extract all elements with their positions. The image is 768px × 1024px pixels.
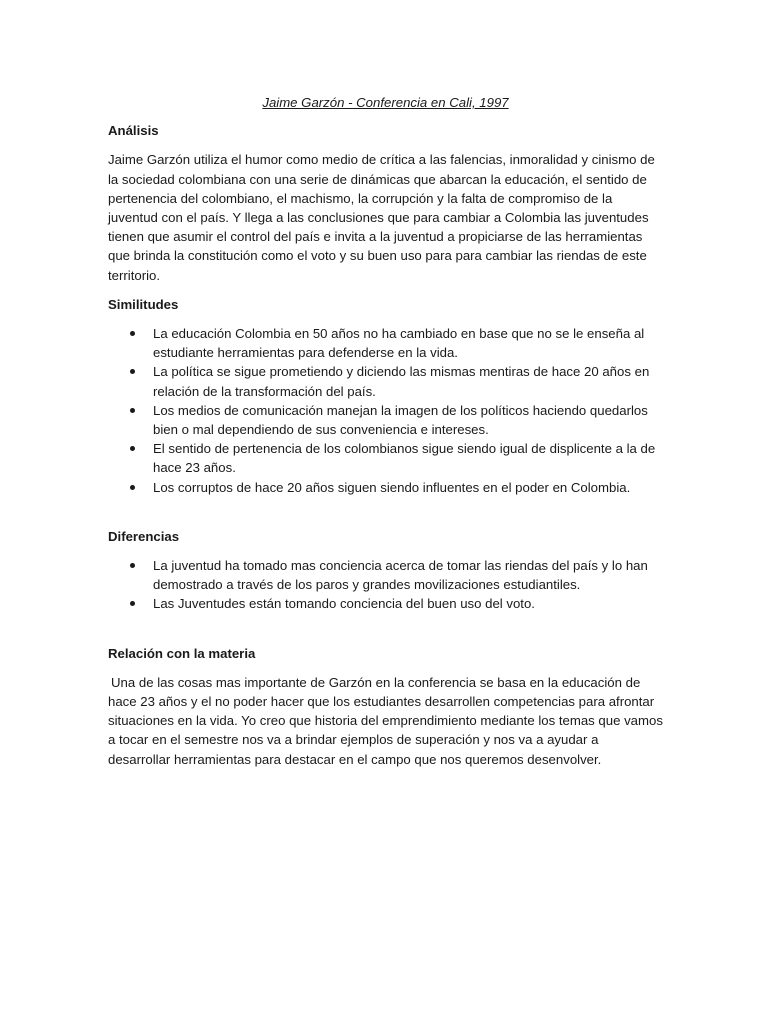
similitudes-heading: Similitudes bbox=[108, 296, 179, 312]
bullet-icon bbox=[130, 485, 135, 490]
diferencias-heading: Diferencias bbox=[108, 528, 180, 544]
relacion-heading: Relación con la materia bbox=[108, 645, 256, 661]
similitudes-item-4 bbox=[108, 439, 663, 477]
bullet-icon bbox=[130, 331, 135, 336]
similitudes-item-1 bbox=[108, 324, 663, 362]
bullet-icon bbox=[130, 408, 135, 413]
similitudes-item-text: Los medios de comunicación manejan la imagen de los políticos haciendo quedarlos bien o mal dependiendo de sus conveniencia e intereses. bbox=[153, 402, 648, 438]
similitudes-list bbox=[108, 324, 663, 497]
diferencias-item-1 bbox=[108, 556, 663, 594]
similitudes-item-2 bbox=[108, 362, 663, 400]
diferencias-item-text: Las Juventudes están tomando conciencia del buen uso del voto. bbox=[153, 596, 535, 612]
similitudes-item-text: Los corruptos de hace 20 años siguen siendo influentes en el poder en Colombia. bbox=[153, 479, 631, 495]
similitudes-item-text: La educación Colombia en 50 años no ha cambiado en base que no se le enseña al estudiante herramientas para defenderse en la vida. bbox=[153, 326, 645, 361]
bullet-icon bbox=[130, 446, 135, 451]
bullet-icon bbox=[130, 601, 135, 606]
bullet-icon bbox=[130, 563, 135, 568]
similitudes-item-5 bbox=[108, 478, 663, 497]
analisis-paragraph: Jaime Garzón utiliza el humor como medio de crítica a las falencias, inmoralidad y cinismo de la sociedad colombiana con una serie de dinámicas que abarcan la educación, el sentido de pertenencia del colombiano, el machismo, la corrupción y la falta de compromiso de la juventud con el país. Y llega a las conclusiones que para cambiar a Colombia las juventudes tienen que asumir el control del país e invita a la juventud a propiciarse de las herramientas que brinda la constitución como el voto y su buen uso para para cambiar las riendas de este territorio. bbox=[108, 152, 655, 283]
diferencias-item-text: La juventud ha tomado mas conciencia acerca de tomar las riendas del país y lo han demostrado a través de los paros y grandes movilizaciones estudiantiles. bbox=[153, 558, 648, 593]
similitudes-item-text: El sentido de pertenencia de los colombianos sigue siendo igual de displicente a la de hace 23 años. bbox=[153, 441, 656, 476]
diferencias-item-2 bbox=[108, 594, 663, 613]
bullet-icon bbox=[130, 369, 135, 374]
relacion-paragraph: Una de las cosas mas importante de Garzón en la conferencia se basa en la educación de hace 23 años y el no poder hacer que los estudiantes desarrollen competencias para afrontar situaciones en la vida. Yo creo que historia del emprendimiento mediante los temas que vamos a tocar en el semestre nos va a brindar ejemplos de superación y nos va a ayudar a desarrollar herramientas para destacar en el campo que nos queremos desenvolver. bbox=[108, 674, 663, 767]
analisis-heading: Análisis bbox=[108, 123, 159, 139]
similitudes-item-3 bbox=[108, 401, 663, 439]
diferencias-list bbox=[108, 556, 663, 614]
similitudes-item-text: La política se sigue prometiendo y diciendo las mismas mentiras de hace 20 años en relación de la transformación del país. bbox=[153, 364, 650, 399]
document-title: Jaime Garzón - Conferencia en Cali, 1997 bbox=[262, 95, 509, 110]
